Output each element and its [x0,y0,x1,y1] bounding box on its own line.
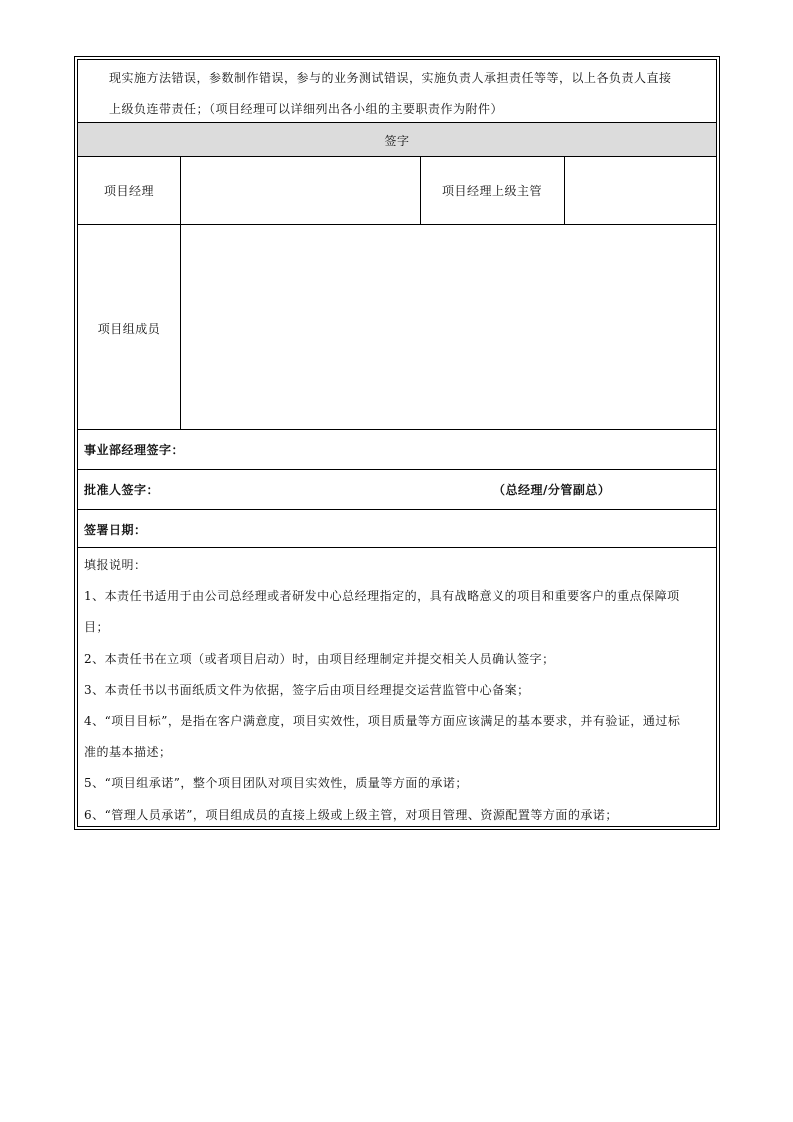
column-divider [180,156,181,429]
instruction-item-6: 6、“管理人员承诺”，项目组成员的直接上级或上级主管，对项目管理、资源配置等方面的承诺； [84,808,618,822]
divider [78,547,716,548]
instruction-item-2: 2、本责任书在立项（或者项目启动）时，由项目经理制定并提交相关人员确认签字； [84,652,555,666]
approver-signature-label: 批准人签字： [84,483,160,497]
signature-header-label: 签字 [384,134,410,148]
project-manager-label: 项目经理 [103,184,154,198]
clause-line-2: 上级负连带责任；（项目经理可以详细列出各小组的主要职责作为附件） [109,102,504,116]
approver-note: （总经理/分管副总） [493,483,611,497]
divider [78,509,716,510]
divider [78,224,716,225]
column-divider [564,156,565,224]
table-inner [77,59,717,827]
instruction-item-4: 4、“项目目标”，是指在客户满意度，项目实效性，项目质量等方面应该满足的基本要求，并有验证，通过标 [84,714,681,728]
instruction-item-1-cont: 目； [84,620,110,634]
instruction-item-4-cont: 准的基本描述； [84,745,172,759]
divider [78,156,716,157]
clause-line-1: 现实施方法错误，参数制作错误，参与的业务测试错误，实施负责人承担责任等等，以上各负责人直接 [109,71,672,85]
sign-date-label: 签署日期： [84,523,147,537]
team-members-label: 项目组成员 [97,322,161,336]
supervisor-label: 项目经理上级主管 [441,184,542,198]
instruction-item-5: 5、“项目组承诺”，整个项目团队对项目实效性，质量等方面的承诺； [84,776,468,790]
divider [78,469,716,470]
document-table [74,56,720,830]
division-manager-signature-label: 事业部经理签字： [84,443,185,457]
instructions-title: 填报说明： [84,558,147,572]
divider [78,122,716,123]
instruction-item-1: 1、本责任书适用于由公司总经理或者研发中心总经理指定的，具有战略意义的项目和重要客户的重点保障项 [84,589,680,603]
divider [78,429,716,430]
instruction-item-3: 3、本责任书以书面纸质文件为依据，签字后由项目经理提交运营监管中心备案； [84,683,530,697]
